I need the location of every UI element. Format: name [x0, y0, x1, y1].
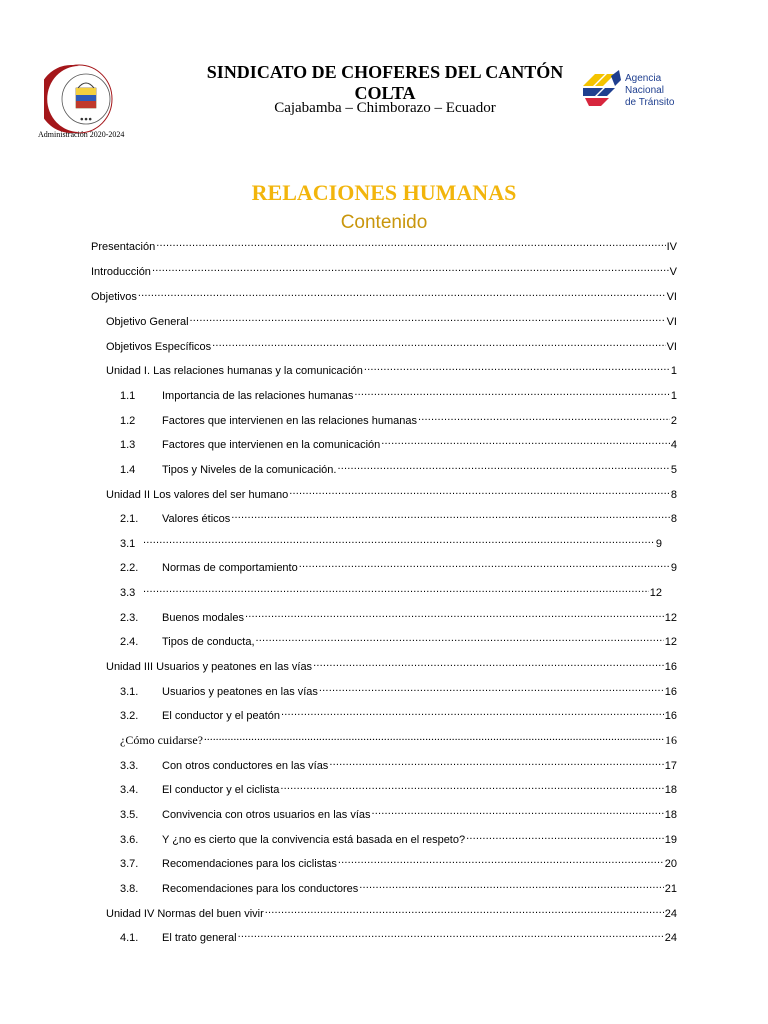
toc-entry-title: Con otros conductores en las vías	[162, 760, 329, 772]
toc-dot-leader	[143, 535, 655, 547]
toc-dot-leader	[338, 855, 664, 867]
toc-entry[interactable]	[91, 288, 677, 306]
toc-dot-leader	[329, 757, 663, 769]
contents-heading: Contenido	[340, 212, 428, 233]
toc-entry[interactable]	[120, 633, 677, 651]
toc-dot-leader	[337, 461, 669, 473]
toc-dot-leader	[152, 263, 669, 275]
toc-entry[interactable]	[106, 486, 677, 504]
ant-logo	[581, 66, 691, 112]
toc-entry-number: 1.4	[120, 464, 136, 476]
toc-entry-page-number: 12	[664, 612, 677, 624]
toc-entry-page-number: 4	[670, 439, 677, 451]
toc-entry-number: 3.3	[120, 587, 136, 599]
toc-entry-page-number: 18	[664, 809, 677, 821]
ant-logo-text-1: Agencia	[625, 73, 662, 84]
toc-entry-title: Recomendaciones para los conductores	[162, 883, 359, 895]
toc-entry-title: Usuarios y peatones en las vías	[162, 686, 318, 698]
ant-logo-text-3: de Tránsito	[625, 97, 675, 108]
toc-entry-title: Y ¿no es cierto que la convivencia está basada en el respeto?	[162, 834, 466, 846]
toc-entry-page-number: 24	[664, 932, 677, 944]
toc-entry[interactable]	[120, 757, 677, 775]
toc-dot-leader	[238, 929, 664, 941]
document-title: RELACIONES HUMANAS	[251, 180, 517, 205]
toc-entry-page-number: 17	[664, 760, 677, 772]
toc-entry-page-number: 1	[670, 390, 677, 402]
toc-entry[interactable]	[120, 732, 677, 750]
toc-dot-leader	[364, 362, 670, 374]
svg-text:● ● ●: ● ● ●	[80, 117, 92, 121]
toc-entry[interactable]	[120, 559, 677, 577]
toc-entry-page-number: 8	[670, 489, 677, 501]
toc-dot-leader	[319, 683, 664, 695]
toc-entry[interactable]	[120, 855, 677, 873]
toc-entry-title: Objetivo General	[106, 316, 189, 328]
toc-entry[interactable]	[120, 510, 677, 528]
toc-dot-leader	[256, 633, 664, 645]
toc-entry-title: Valores éticos	[162, 513, 231, 525]
toc-entry-title: Tipos y Niveles de la comunicación.	[162, 464, 337, 476]
toc-entry-number: 2.4.	[120, 636, 139, 648]
toc-entry-title: Unidad II Los valores del ser humano	[106, 489, 289, 501]
toc-entry[interactable]	[120, 609, 677, 627]
toc-entry-page-number: VI	[666, 316, 677, 328]
union-seal-logo	[44, 64, 114, 134]
toc-entry[interactable]	[120, 461, 677, 479]
toc-entry-page-number: IV	[666, 241, 677, 253]
toc-entry-title: ¿Cómo cuidarse?	[120, 733, 203, 747]
toc-dot-leader	[313, 658, 664, 670]
toc-entry-number: 3.1.	[120, 686, 139, 698]
toc-dot-leader	[372, 806, 664, 818]
toc-entry[interactable]	[120, 831, 677, 849]
toc-dot-leader	[138, 288, 666, 300]
toc-entry-title: El conductor y el ciclista	[162, 784, 280, 796]
toc-entry-title: Tipos de conducta,	[162, 636, 255, 648]
toc-entry-title: Importancia de las relaciones humanas	[162, 390, 354, 402]
toc-entry-page-number: VI	[666, 291, 677, 303]
toc-entry-number: 3.5.	[120, 809, 139, 821]
toc-entry[interactable]	[120, 707, 677, 725]
toc-entry[interactable]	[106, 313, 677, 331]
toc-entry-number: 1.3	[120, 439, 136, 451]
toc-entry-title: Presentación	[91, 241, 156, 253]
toc-entry-title: Recomendaciones para los ciclistas	[162, 858, 337, 870]
toc-entry-page-number: VI	[666, 341, 677, 353]
toc-entry-number: 2.1.	[120, 513, 139, 525]
toc-entry-title: Buenos modales	[162, 612, 244, 624]
toc-entry-number: 3.4.	[120, 784, 139, 796]
toc-entry-page-number: 20	[664, 858, 677, 870]
toc-entry-title: Unidad I. Las relaciones humanas y la comunicación	[106, 365, 363, 377]
toc-entry-number: 4.1.	[120, 932, 139, 944]
toc-entry[interactable]	[120, 412, 677, 430]
toc-entry-title: Introducción	[91, 266, 151, 278]
organization-location: Cajabamba – Chimborazo – Ecuador	[274, 100, 496, 116]
toc-entry[interactable]	[120, 880, 677, 898]
toc-entry-page-number: 16	[664, 661, 677, 673]
toc-entry-number: 3.3.	[120, 760, 139, 772]
toc-entry-number: 3.7.	[120, 858, 139, 870]
toc-entry[interactable]	[120, 781, 677, 799]
organization-name-line2: COLTA	[354, 83, 416, 103]
toc-entry-title: Objetivos Específicos	[106, 341, 212, 353]
toc-entry-page-number: 16	[664, 710, 677, 722]
toc-dot-leader	[466, 831, 664, 843]
organization-name	[160, 62, 610, 104]
toc-entry-page-number: 1	[670, 365, 677, 377]
toc-dot-leader	[143, 584, 649, 596]
toc-entry-title: Unidad IV Normas del buen vivir	[106, 908, 264, 920]
toc-entry-page-number: 16	[664, 686, 677, 698]
toc-entry[interactable]	[120, 535, 662, 553]
toc-entry-page-number: 18	[664, 784, 677, 796]
toc-entry-number: 2.2.	[120, 562, 139, 574]
toc-dot-leader	[359, 880, 663, 892]
toc-entry-number: 3.8.	[120, 883, 139, 895]
toc-dot-leader	[299, 559, 670, 571]
toc-entry-page-number: 12	[664, 636, 677, 648]
toc-entry-page-number: 8	[670, 513, 677, 525]
toc-entry-number: 1.1	[120, 390, 136, 402]
toc-entry-title: Normas de comportamiento	[162, 562, 298, 574]
toc-entry-number: 3.1	[120, 538, 136, 550]
administration-period: Administración 2020-2024	[38, 130, 125, 139]
toc-entry-title: Factores que intervienen en la comunicación	[162, 439, 381, 451]
toc-dot-leader	[418, 412, 670, 424]
toc-entry-page-number: 19	[664, 834, 677, 846]
ant-logo-text-2: Nacional	[625, 85, 664, 96]
toc-entry[interactable]	[106, 905, 677, 923]
toc-dot-leader	[265, 905, 664, 917]
toc-entry[interactable]	[120, 806, 677, 824]
toc-dot-leader	[212, 338, 665, 350]
toc-dot-leader	[245, 609, 664, 621]
toc-entry-page-number: 12	[649, 587, 662, 599]
toc-entry-number: 3.2.	[120, 710, 139, 722]
toc-entry-page-number: 24	[664, 908, 677, 920]
toc-dot-leader	[231, 510, 670, 522]
toc-entry-page-number: 9	[655, 538, 662, 550]
toc-entry[interactable]	[120, 929, 677, 947]
toc-dot-leader	[204, 732, 664, 744]
toc-entry[interactable]	[91, 263, 677, 281]
toc-entry-title: Factores que intervienen en las relaciones humanas	[162, 415, 417, 427]
toc-dot-leader	[156, 238, 665, 250]
toc-entry-title: Convivencia con otros usuarios en las vías	[162, 809, 371, 821]
toc-entry[interactable]	[120, 584, 662, 602]
toc-dot-leader	[281, 707, 664, 719]
toc-dot-leader	[354, 387, 669, 399]
toc-entry-page-number: 16	[665, 733, 677, 747]
toc-entry-page-number: 21	[664, 883, 677, 895]
toc-entry[interactable]	[91, 238, 677, 256]
toc-entry-title: Unidad III Usuarios y peatones en las vías	[106, 661, 313, 673]
toc-entry-page-number: 2	[670, 415, 677, 427]
toc-dot-leader	[289, 486, 670, 498]
toc-entry-number: 2.3.	[120, 612, 139, 624]
organization-name-line1: SINDICATO DE CHOFERES DEL CANTÓN	[206, 62, 564, 82]
toc-entry[interactable]	[106, 658, 677, 676]
toc-dot-leader	[190, 313, 666, 325]
toc-entry[interactable]	[106, 362, 677, 380]
toc-entry-page-number: V	[669, 266, 677, 278]
toc-dot-leader	[381, 436, 670, 448]
toc-entry-title: El conductor y el peatón	[162, 710, 281, 722]
toc-entry-title: El trato general	[162, 932, 237, 944]
toc-entry-title: Objetivos	[91, 291, 137, 303]
toc-entry[interactable]	[120, 683, 677, 701]
toc-entry-number: 1.2	[120, 415, 136, 427]
toc-entry-page-number: 5	[670, 464, 677, 476]
toc-entry-number: 3.6.	[120, 834, 139, 846]
toc-dot-leader	[280, 781, 663, 793]
toc-entry[interactable]	[120, 387, 677, 405]
toc-entry[interactable]	[120, 436, 677, 454]
toc-entry[interactable]	[106, 338, 677, 356]
toc-entry-page-number: 9	[670, 562, 677, 574]
